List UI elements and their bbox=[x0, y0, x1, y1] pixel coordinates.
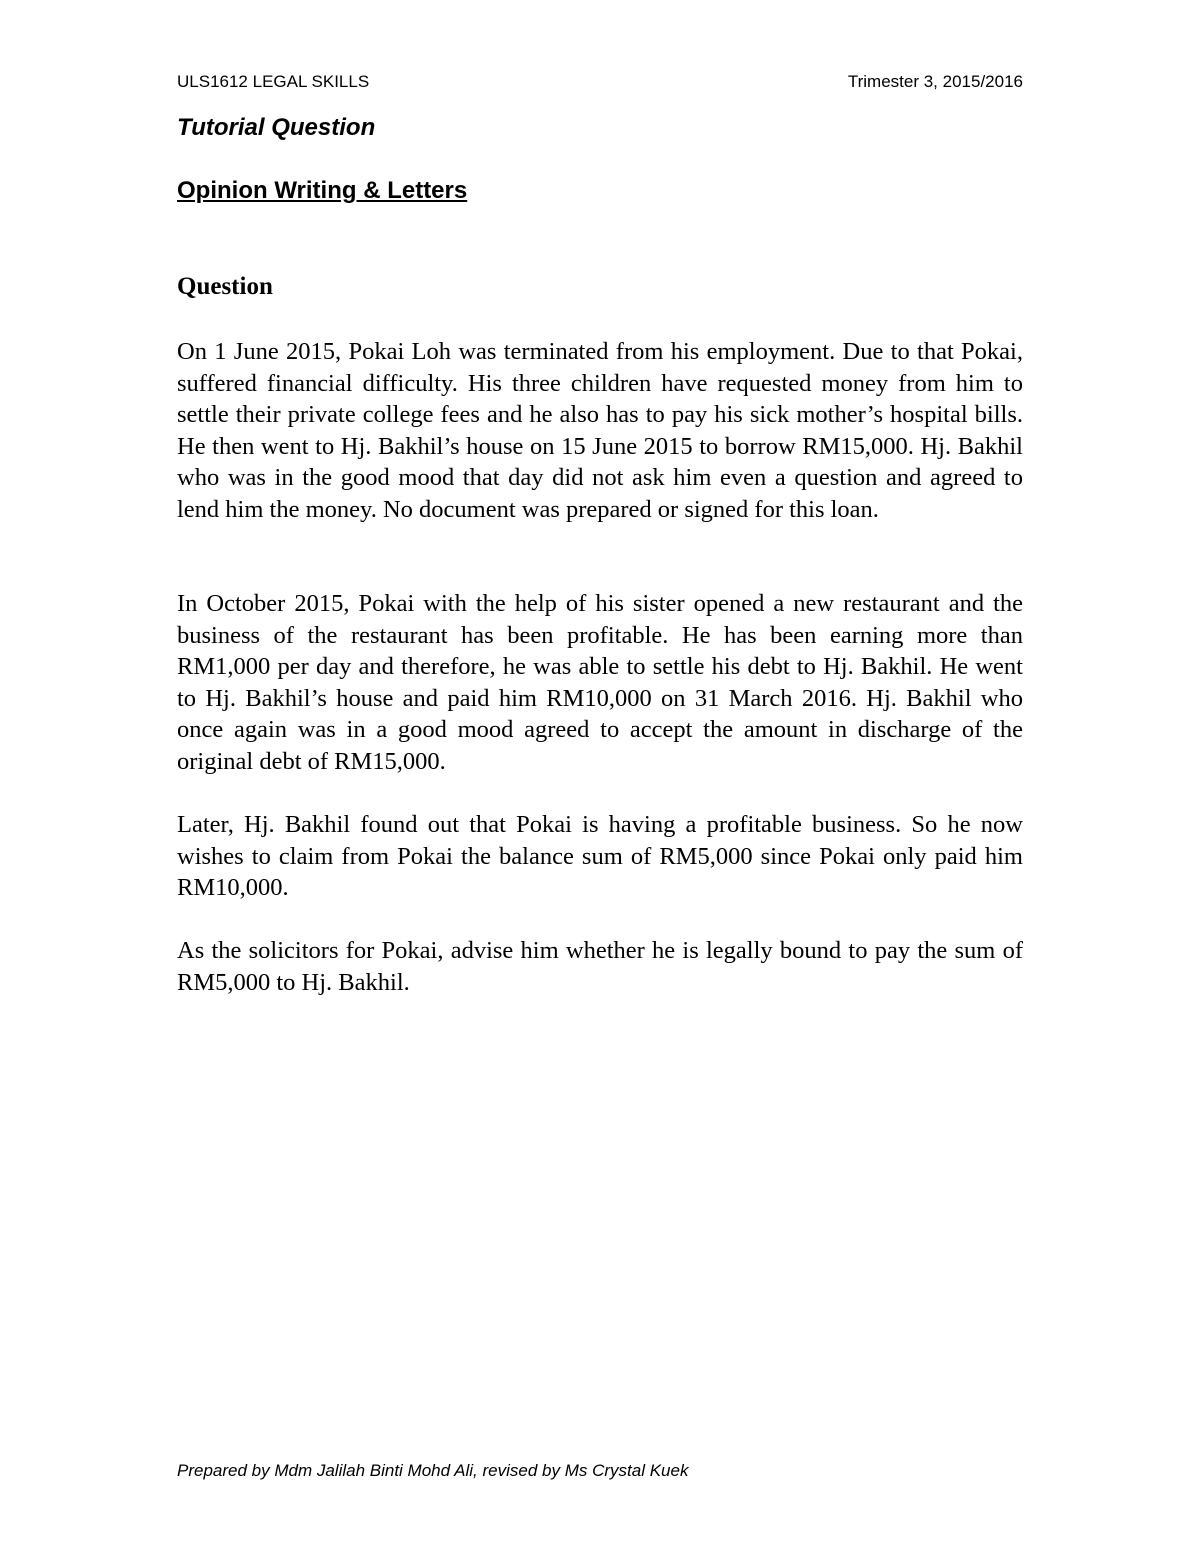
section-title: Opinion Writing & Letters bbox=[177, 177, 468, 204]
question-paragraph: On 1 June 2015, Pokai Loh was terminated from his employment. Due to that Pokai, suffered financial difficulty. His three children have requested money from him to settle their private college fees and he also has to pay his sick mother’s hospital bills. He then went to Hj. Bakhil’s house on 15 June 2015 to borrow RM15,000. Hj. Bakhil who was in the good mood that day did not ask him even a question and agreed to lend him the money. No document was prepared or signed for this loan. bbox=[177, 338, 1023, 523]
question-paragraph: As the solicitors for Pokai, advise him whether he is legally bound to pay the sum of RM5,000 to Hj. Bakhil. bbox=[177, 937, 1023, 996]
term-label: Trimester 3, 2015/2016 bbox=[847, 72, 1023, 91]
question-paragraph: In October 2015, Pokai with the help of his sister opened a new restaurant and the business of the restaurant has been profitable. He has been earning more than RM1,000 per day and therefore, he was able to settle his debt to Hj. Bakhil. He went to Hj. Bakhil’s house and paid him RM10,000 on 31 March 2016. Hj. Bakhil who once again was in a good mood agreed to accept the amount in discharge of the original debt of RM15,000. bbox=[177, 590, 1023, 775]
question-paragraph: Later, Hj. Bakhil found out that Pokai is having a profitable business. So he now wishes to claim from Pokai the balance sum of RM5,000 since Pokai only paid him RM10,000. bbox=[177, 811, 1023, 901]
document-title: Tutorial Question bbox=[177, 114, 376, 141]
page-footer: Prepared by Mdm Jalilah Binti Mohd Ali, revised by Ms Crystal Kuek bbox=[177, 1461, 689, 1480]
course-code: ULS1612 LEGAL SKILLS bbox=[177, 72, 370, 91]
page-header bbox=[177, 72, 1023, 96]
question-heading: Question bbox=[177, 273, 273, 300]
